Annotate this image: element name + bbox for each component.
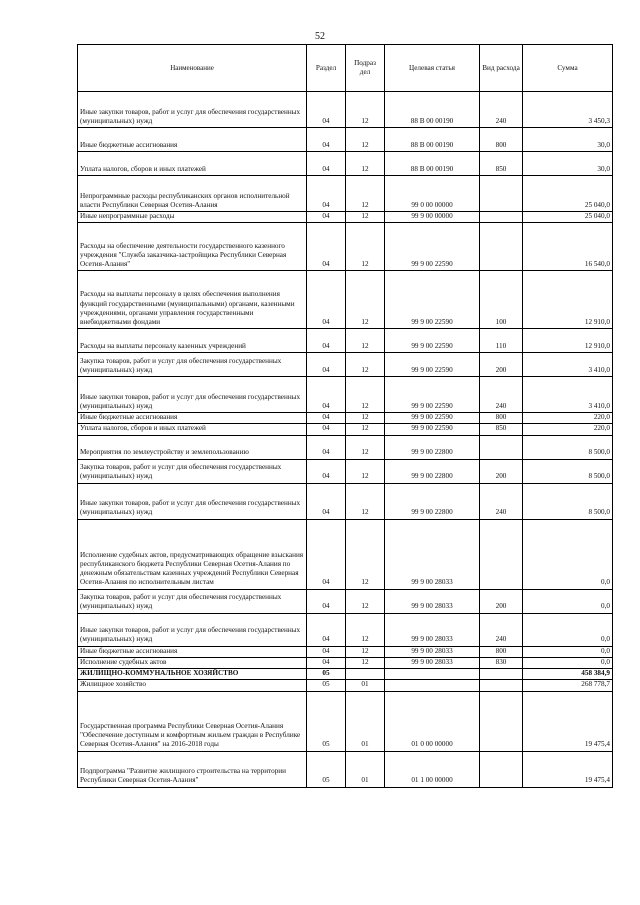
cell-type: 200 xyxy=(480,589,523,613)
table-row xyxy=(78,176,613,212)
header-section: Раздел xyxy=(307,45,346,92)
cell-name: Мероприятия по землеустройству и землепользованию xyxy=(78,435,307,459)
cell-section: 04 xyxy=(307,413,346,424)
cell-sum: 220,0 xyxy=(523,413,613,424)
cell-target: 99 9 00 22800 xyxy=(385,435,480,459)
cell-section: 04 xyxy=(307,613,346,646)
cell-type: 240 xyxy=(480,613,523,646)
cell-type xyxy=(480,691,523,751)
cell-name: Иные закупки товаров, работ и услуг для обеспечения государственных (муниципальных) нужд xyxy=(78,613,307,646)
cell-target: 99 9 00 22800 xyxy=(385,459,480,483)
cell-type: 850 xyxy=(480,424,523,435)
cell-subsection: 12 xyxy=(346,589,385,613)
cell-name: Иные закупки товаров, работ и услуг для обеспечения государственных (муниципальных) нужд xyxy=(78,483,307,519)
cell-sum: 19 475,4 xyxy=(523,751,613,787)
table-header-row xyxy=(78,45,613,92)
cell-name: Иные закупки товаров, работ и услуг для обеспечения государственных (муниципальных) нужд xyxy=(78,377,307,413)
cell-name: Жилищное хозяйство xyxy=(78,680,307,691)
cell-name: Подпрограмма "Развитие жилищного строительства на территории Республики Северная Осетия-Алания" xyxy=(78,751,307,787)
table-row xyxy=(78,212,613,223)
cell-subsection: 01 xyxy=(346,691,385,751)
cell-section: 05 xyxy=(307,691,346,751)
cell-subsection: 12 xyxy=(346,519,385,589)
header-type: Вид расхода xyxy=(480,45,523,92)
cell-sum: 30,0 xyxy=(523,152,613,176)
cell-subsection: 12 xyxy=(346,413,385,424)
cell-name: Исполнение судебных актов, предусматривающих обращение взыскания республиканского бюджета Республики Северная Осетия-Алания по денежным обязательствам казенных учреждений Республики Северная Осетия-Алания по исполнительным листам xyxy=(78,519,307,589)
cell-type: 200 xyxy=(480,459,523,483)
cell-sum: 0,0 xyxy=(523,657,613,668)
table-row xyxy=(78,413,613,424)
cell-subsection: 12 xyxy=(346,152,385,176)
cell-name: Непрограммные расходы республиканских органов исполнительной власти Республики Северная Осетия-Алания xyxy=(78,176,307,212)
cell-target: 99 9 00 28033 xyxy=(385,613,480,646)
table-row xyxy=(78,646,613,657)
table-row xyxy=(78,128,613,152)
cell-sum: 3 410,0 xyxy=(523,353,613,377)
cell-sum: 0,0 xyxy=(523,519,613,589)
cell-target xyxy=(385,669,480,680)
cell-subsection: 12 xyxy=(346,424,385,435)
cell-subsection: 12 xyxy=(346,377,385,413)
cell-subsection: 12 xyxy=(346,212,385,223)
cell-type: 240 xyxy=(480,483,523,519)
cell-name: Иные бюджетные ассигнования xyxy=(78,646,307,657)
budget-table xyxy=(77,44,613,788)
cell-section: 05 xyxy=(307,669,346,680)
table-row xyxy=(78,589,613,613)
cell-target: 99 9 00 22590 xyxy=(385,271,480,329)
cell-type xyxy=(480,680,523,691)
cell-type xyxy=(480,751,523,787)
cell-target: 01 0 00 00000 xyxy=(385,691,480,751)
cell-target: 88 В 00 00190 xyxy=(385,92,480,128)
header-subsection: Подраз дел xyxy=(346,45,385,92)
cell-section: 04 xyxy=(307,435,346,459)
cell-section: 05 xyxy=(307,751,346,787)
cell-type xyxy=(480,519,523,589)
cell-name: Иные бюджетные ассигнования xyxy=(78,128,307,152)
table-row xyxy=(78,691,613,751)
cell-name: Исполнение судебных актов xyxy=(78,657,307,668)
table-row xyxy=(78,435,613,459)
cell-name: Уплата налогов, сборов и иных платежей xyxy=(78,424,307,435)
cell-sum: 16 540,0 xyxy=(523,223,613,271)
cell-type xyxy=(480,212,523,223)
cell-type: 850 xyxy=(480,152,523,176)
cell-target: 99 9 00 22590 xyxy=(385,223,480,271)
cell-target: 99 9 00 22590 xyxy=(385,413,480,424)
cell-sum: 25 040,0 xyxy=(523,212,613,223)
cell-subsection xyxy=(346,669,385,680)
cell-subsection: 01 xyxy=(346,751,385,787)
cell-target: 88 В 00 00190 xyxy=(385,152,480,176)
cell-section: 04 xyxy=(307,459,346,483)
table-row xyxy=(78,657,613,668)
cell-target: 99 9 00 28033 xyxy=(385,646,480,657)
cell-subsection: 12 xyxy=(346,646,385,657)
table-row xyxy=(78,152,613,176)
cell-subsection: 12 xyxy=(346,223,385,271)
cell-target: 99 9 00 22590 xyxy=(385,377,480,413)
cell-subsection: 12 xyxy=(346,92,385,128)
table-row xyxy=(78,424,613,435)
cell-name: Иные бюджетные ассигнования xyxy=(78,413,307,424)
cell-sum: 0,0 xyxy=(523,589,613,613)
cell-target: 99 9 00 28033 xyxy=(385,519,480,589)
cell-target: 88 В 00 00190 xyxy=(385,128,480,152)
table-row xyxy=(78,483,613,519)
cell-subsection: 12 xyxy=(346,353,385,377)
table-row xyxy=(78,329,613,353)
cell-section: 04 xyxy=(307,353,346,377)
table-row xyxy=(78,353,613,377)
cell-name: Расходы на выплаты персоналу казенных учреждений xyxy=(78,329,307,353)
cell-sum: 0,0 xyxy=(523,613,613,646)
cell-sum: 12 910,0 xyxy=(523,271,613,329)
cell-section: 04 xyxy=(307,271,346,329)
cell-name: Расходы на выплаты персоналу в целях обеспечения выполнения функций государственными (муниципальными) органами, казенными учреждениями, органами управления государственными внебюджетными фондами xyxy=(78,271,307,329)
cell-section: 04 xyxy=(307,377,346,413)
cell-target: 99 9 00 28033 xyxy=(385,589,480,613)
cell-type: 200 xyxy=(480,353,523,377)
table-body xyxy=(78,92,613,788)
cell-type: 830 xyxy=(480,657,523,668)
cell-subsection: 12 xyxy=(346,657,385,668)
table-row xyxy=(78,92,613,128)
cell-section: 04 xyxy=(307,152,346,176)
cell-target: 99 9 00 22590 xyxy=(385,353,480,377)
cell-section: 04 xyxy=(307,589,346,613)
cell-target: 99 9 00 22590 xyxy=(385,329,480,353)
table-row xyxy=(78,613,613,646)
table-row xyxy=(78,751,613,787)
cell-target xyxy=(385,680,480,691)
cell-subsection: 01 xyxy=(346,680,385,691)
cell-subsection: 12 xyxy=(346,435,385,459)
cell-type: 800 xyxy=(480,128,523,152)
cell-name: Закупка товаров, работ и услуг для обеспечения государственных (муниципальных) нужд xyxy=(78,459,307,483)
cell-sum: 8 500,0 xyxy=(523,459,613,483)
table-row xyxy=(78,669,613,680)
cell-name: Закупка товаров, работ и услуг для обеспечения государственных (муниципальных) нужд xyxy=(78,589,307,613)
cell-section: 04 xyxy=(307,92,346,128)
cell-section: 04 xyxy=(307,657,346,668)
cell-target: 99 9 00 00000 xyxy=(385,212,480,223)
cell-section: 04 xyxy=(307,646,346,657)
table-row xyxy=(78,680,613,691)
cell-sum: 8 500,0 xyxy=(523,435,613,459)
cell-section: 04 xyxy=(307,519,346,589)
cell-sum: 3 450,3 xyxy=(523,92,613,128)
table-row xyxy=(78,271,613,329)
cell-type: 800 xyxy=(480,646,523,657)
cell-target: 01 1 00 00000 xyxy=(385,751,480,787)
cell-sum: 30,0 xyxy=(523,128,613,152)
header-target: Целевая статья xyxy=(385,45,480,92)
cell-section: 04 xyxy=(307,128,346,152)
cell-type xyxy=(480,176,523,212)
cell-type: 800 xyxy=(480,413,523,424)
cell-name: Государственная программа Республики Северная Осетия-Алания "Обеспечение доступным и комфортным жильем граждан в Республике Северная Осетия-Алания" на 2016-2018 годы xyxy=(78,691,307,751)
cell-section: 04 xyxy=(307,483,346,519)
cell-subsection: 12 xyxy=(346,271,385,329)
cell-type: 240 xyxy=(480,377,523,413)
table-row xyxy=(78,223,613,271)
cell-sum: 220,0 xyxy=(523,424,613,435)
table-row xyxy=(78,459,613,483)
cell-section: 04 xyxy=(307,212,346,223)
cell-target: 99 9 00 28033 xyxy=(385,657,480,668)
header-sum: Сумма xyxy=(523,45,613,92)
cell-sum: 19 475,4 xyxy=(523,691,613,751)
cell-sum: 268 778,7 xyxy=(523,680,613,691)
cell-name: Расходы на обеспечение деятельности государственного казенного учреждения "Служба заказчика-застройщика Республики Северная Осетия-Алания" xyxy=(78,223,307,271)
cell-section: 04 xyxy=(307,424,346,435)
cell-section: 04 xyxy=(307,176,346,212)
header-name: Наименование xyxy=(78,45,307,92)
cell-section: 04 xyxy=(307,329,346,353)
cell-subsection: 12 xyxy=(346,459,385,483)
cell-type: 110 xyxy=(480,329,523,353)
cell-target: 99 9 00 22800 xyxy=(385,483,480,519)
cell-type xyxy=(480,435,523,459)
cell-name: Иные закупки товаров, работ и услуг для обеспечения государственных (муниципальных) нужд xyxy=(78,92,307,128)
cell-sum: 12 910,0 xyxy=(523,329,613,353)
page-number: 52 xyxy=(315,31,325,42)
cell-type: 100 xyxy=(480,271,523,329)
cell-sum: 458 384,9 xyxy=(523,669,613,680)
cell-name: Уплата налогов, сборов и иных платежей xyxy=(78,152,307,176)
table-row xyxy=(78,519,613,589)
cell-subsection: 12 xyxy=(346,176,385,212)
cell-type xyxy=(480,223,523,271)
cell-sum: 25 040,0 xyxy=(523,176,613,212)
cell-type xyxy=(480,669,523,680)
cell-sum: 0,0 xyxy=(523,646,613,657)
cell-sum: 3 410,0 xyxy=(523,377,613,413)
cell-target: 99 0 00 00000 xyxy=(385,176,480,212)
cell-name: Иные непрограммные расходы xyxy=(78,212,307,223)
cell-subsection: 12 xyxy=(346,128,385,152)
cell-type: 240 xyxy=(480,92,523,128)
cell-subsection: 12 xyxy=(346,613,385,646)
cell-name: ЖИЛИЩНО-КОММУНАЛЬНОЕ ХОЗЯЙСТВО xyxy=(78,669,307,680)
cell-section: 05 xyxy=(307,680,346,691)
cell-name: Закупка товаров, работ и услуг для обеспечения государственных (муниципальных) нужд xyxy=(78,353,307,377)
cell-subsection: 12 xyxy=(346,483,385,519)
cell-target: 99 9 00 22590 xyxy=(385,424,480,435)
table-row xyxy=(78,377,613,413)
cell-sum: 8 500,0 xyxy=(523,483,613,519)
cell-subsection: 12 xyxy=(346,329,385,353)
cell-section: 04 xyxy=(307,223,346,271)
